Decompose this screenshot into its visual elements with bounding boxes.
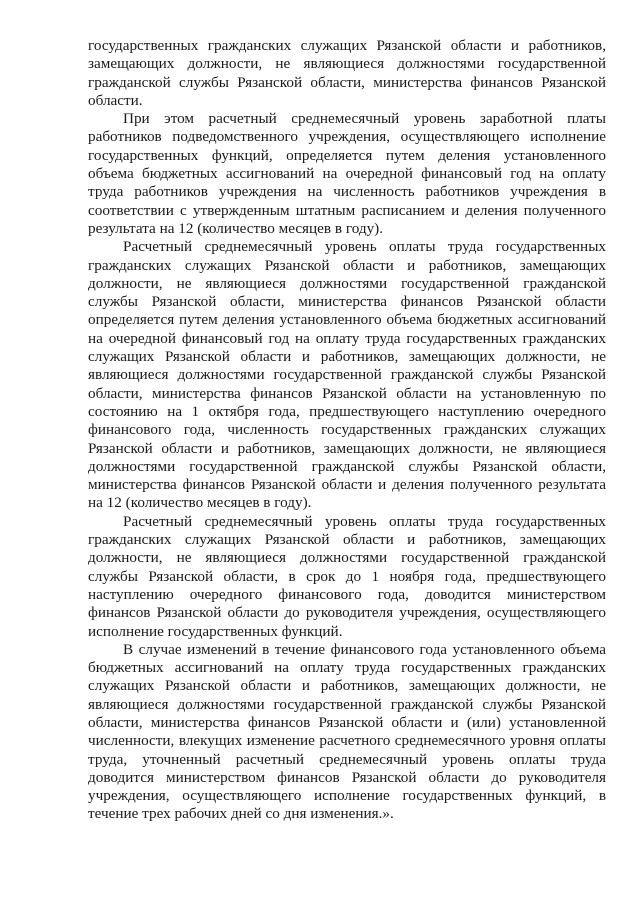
paragraph-deadline-november: Расчетный среднемесячный уровень оплаты труда государственных гражданских служащих Рязанской области и работников, замещающих должности, не являющиеся должностями государственной гражданской службы Рязанской области, в срок до 1 ноября года, предшествующего наступлению очередного финансового года, доводится министерством финансов Рязанской области до руководителя учреждения, осуществляющего исполнение государственных функций. — [88, 512, 606, 640]
paragraph-salary-level-institution: При этом расчетный среднемесячный уровень заработной платы работников подведомственного учреждения, осуществляющего исполнение государственных функций, определяется путем деления установленного объема бюджетных ассигнований на очередной финансовый год на оплату труда работников учреждения на численность работников учреждения в соответствии с утвержденным штатным расписанием и деления полученного результата на 12 (количество месяцев в году). — [88, 110, 606, 237]
document-page — [88, 37, 606, 824]
paragraph-salary-level-civil-servants: Расчетный среднемесячный уровень оплаты труда государственных гражданских служащих Рязанской области и работников, замещающих должности, не являющиеся должностями государственной гражданской службы Рязанской области, министерства финансов Рязанской области определяется путем деления установленного объема бюджетных ассигнований на очередной финансовый год на оплату труда государственных гражданских служащих Рязанской области и работников, замещающих должности, не являющиеся должностями государственной гражданской службы Рязанской области, министерства финансов Рязанской области на установленную по состоянию на 1 октября года, предшествующего наступлению очередного финансового года, численность государственных гражданских служащих Рязанской области и работников, замещающих должности, не являющиеся должностями государственной гражданской службы Рязанской области, министерства финансов Рязанской области и деления полученного результата на 12 (количество месяцев в году). — [88, 238, 606, 512]
paragraph-continuation: государственных гражданских служащих Рязанской области и работников, замещающих должности, не являющиеся должностями государственной гражданской службы Рязанской области, министерства финансов Рязанской области. — [88, 37, 606, 109]
paragraph-changes-during-year: В случае изменений в течение финансового года установленного объема бюджетных ассигнований на оплату труда государственных гражданских служащих Рязанской области и работников, замещающих должности, не являющиеся должностями государственной гражданской службы Рязанской области, министерства финансов Рязанской области и (или) установленной численности, влекущих изменение расчетного среднемесячного уровня оплаты труда, уточненный расчетный среднемесячный уровень оплаты труда доводится министерством финансов Рязанской области до руководителя учреждения, осуществляющего исполнение государственных функций, в течение трех рабочих дней со дня изменения.». — [88, 640, 606, 823]
